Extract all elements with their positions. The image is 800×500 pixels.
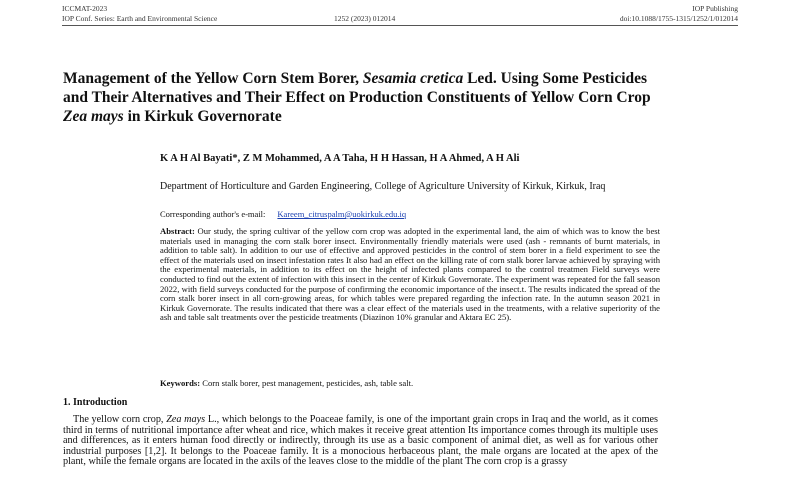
title-species-1: Sesamia cretica — [362, 70, 464, 87]
series-name: IOP Conf. Series: Earth and Environmental Science — [62, 14, 218, 23]
keywords-text: Corn stalk borer, pest management, pesticides, ash, table salt. — [200, 378, 414, 388]
corresponding-email — [160, 209, 660, 220]
intro-text-b: L., which belongs to the Poaceae family, is one of the important grain crops in Iraq and the world, as it comes third in terms of nutritional importance after wheat and rice, which makes it receive great attention Its importance comes through its multiple uses and differences, as it enters human food directly or indirectly, through its use as a basic component of animal diet, as well as for various other industrial purposes [1,2]. It belongs to the Poaceae family. It is a monocious herbaceous plant, the male organs are located at the apex of the plant, while the female organs are located in the axils of the leaves close to the middle of the plant The corn crop is a grassy — [63, 414, 658, 468]
title-species-2: Zea mays — [63, 108, 124, 125]
doi-text: doi:10.1088/1755-1315/1252/1/012014 — [619, 14, 738, 23]
title-part-3: in Kirkuk Governorate — [123, 108, 282, 125]
introduction-paragraph — [63, 415, 658, 468]
paper-title — [63, 69, 663, 126]
section-heading: 1. Introduction — [63, 397, 128, 408]
publisher-name: IOP Publishing — [692, 4, 738, 13]
header-rule — [62, 25, 738, 26]
keywords — [160, 378, 660, 388]
abstract — [160, 227, 660, 323]
volume-number: 1252 (2023) 012014 — [334, 14, 396, 23]
running-header-top — [62, 4, 738, 13]
title-part-2: Led. Using Some Pesticides and Their Alternatives and Their Effect on Production Constituents of Yellow Corn Crop — [63, 70, 651, 106]
affiliation: Department of Horticulture and Garden Engineering, College of Agriculture University of Kirkuk, Kirkuk, Iraq — [160, 181, 606, 192]
abstract-text: Our study, the spring cultivar of the yellow corn crop was adopted in the experimental land, the aim of which was to know the best materials used in managing the corn stalk borer insect. Environmentally friendly materials were used (ash - remnants of burnt materials, in addition to table salt). In addition to our use of effective and approved pesticides in the control of stem borer in a field experiment to see the effect of the materials used on insect infestation rates It also had an effect on the killing rate of corn stalk borer larvae achieved by spraying with the experimental materials, in addition to its effect on the height of infected plants compared to the control treatmen Field surveys were conducted to find out the extent of infection with this insect in the center of Kirkuk Governorate. The experiment was repeated for the fall season 2022, with field surveys conducted for the purpose of confirming the economic importance of the insect.t. The results indicated the spread of the corn stalk borer insect in all corn-growing areas, for which tables were prepared regarding the infection rate. In the autumn season 2021 in Kirkuk Governorate. The results indicated that there was a clear effect of the materials used in the treatments, with a relative superiority of the ash and table salt treatments over the pesticide treatments (Diazinon 10% granular and Aktara EC 25). — [160, 226, 660, 323]
conference-name: ICCMAT-2023 — [62, 4, 108, 13]
intro-species: Zea mays — [166, 414, 206, 425]
keywords-label: Keywords: — [160, 378, 201, 388]
email-link[interactable]: Kareem_citruspalm@uokirkuk.edu.iq — [277, 209, 407, 219]
running-header-bottom — [62, 14, 738, 23]
author-list: K A H Al Bayati*, Z M Mohammed, A A Taha, H H Hassan, H A Ahmed, A H Ali — [160, 153, 520, 164]
title-part-1: Management of the Yellow Corn Stem Borer, — [63, 70, 363, 87]
intro-text-a: The yellow corn crop, — [73, 414, 167, 425]
email-label: Corresponding author's e-mail: — [160, 209, 266, 219]
abstract-label: Abstract: — [160, 226, 195, 236]
